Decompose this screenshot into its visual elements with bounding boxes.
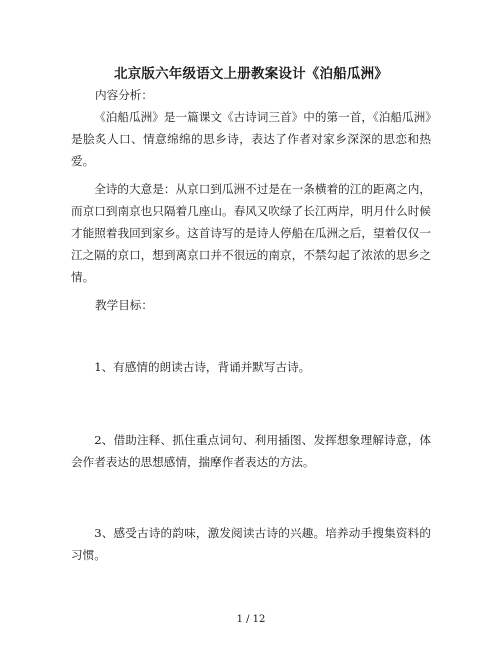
teaching-goal-1: 1、有感情的朗读古诗，背诵并默写古诗。: [94, 360, 311, 374]
content-analysis-heading: 内容分析：: [95, 88, 153, 102]
teaching-goal-2: 2、借助注释、抓住重点词句、利用插图、发挥想象理解诗意，体会作者表达的思想感情，揣摩作者表达的方法。: [71, 433, 431, 469]
document-title: 北京版六年级语文上册教案设计《泊船瓜洲》: [114, 66, 388, 82]
page-number: 1 / 12: [236, 614, 266, 625]
paragraph-meaning: 全诗的大意是：从京口到瓜洲不过是在一条横着的江的距离之内，而京口到南京也只隔着几座山。春风又吹绿了长江两岸，明月什么时候才能照着我回到家乡。这首诗写的是诗人停船在瓜洲之后，望着仅仅一江之隔的京口，想到离京口并不很远的南京，不禁勾起了浓浓的思乡之情。: [71, 182, 431, 284]
teaching-goals-heading: 教学目标：: [95, 298, 153, 312]
paragraph-intro: 《泊船瓜洲》是一篇课文《古诗词三首》中的第一首，《泊船瓜洲》是脍炙人口、情意绵绵的思乡诗，表达了作者对家乡深深的思恋和热爱。: [71, 110, 431, 168]
teaching-goal-3: 3、感受古诗的韵味，激发阅读古诗的兴趣。培养动手搜集资料的习惯。: [71, 526, 431, 562]
